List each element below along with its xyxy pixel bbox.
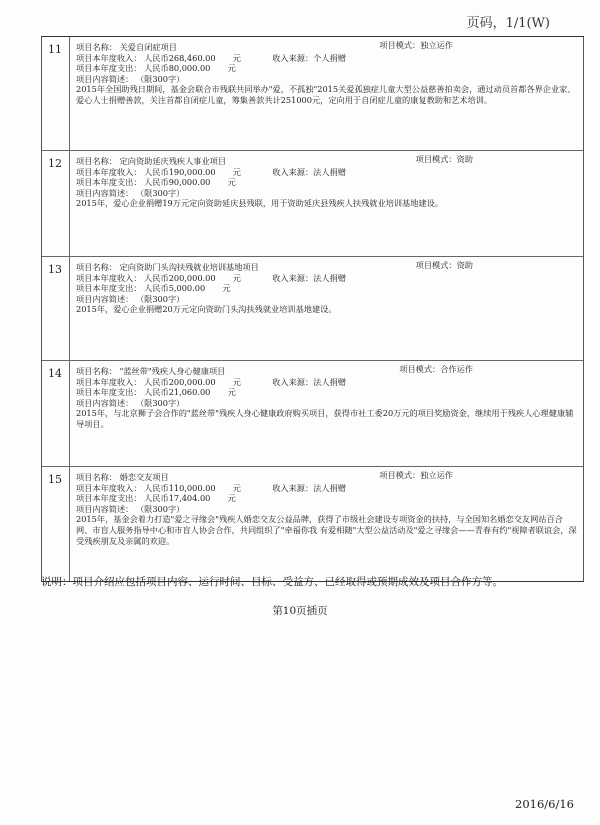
income-line — [76, 53, 577, 64]
project-name: 关爱自闭症项目 — [119, 42, 177, 52]
project-name-line — [76, 366, 577, 377]
project-name-line — [76, 156, 577, 167]
brief-line — [76, 398, 577, 409]
income-source: 收入来源：法人捐赠 — [272, 272, 346, 283]
income-line — [76, 167, 577, 178]
expense-value: 人民币90,000.00 — [144, 177, 211, 188]
income-label: 项目本年度收入： — [76, 52, 142, 63]
income-label: 项目本年度收入： — [76, 272, 142, 283]
income-value: 人民币200,000.00 — [144, 272, 216, 283]
project-name-label: 项目名称： — [76, 472, 117, 482]
income-value: 人民币200,000.00 — [144, 376, 216, 387]
income-source: 收入来源：法人捐赠 — [272, 482, 346, 493]
brief-label: 项目内容简述： — [76, 397, 134, 408]
expense-label: 项目本年度支出： — [76, 283, 142, 294]
project-description: 2015年，基金会着力打造"爱之寻缘会"残疾人婚恋交友公益品牌，获得了市级社会建设专项资金的扶持，与全国知名婚恋交友网站百合网、市盲人服务指导中心和市盲人协会合作，共同组织了"牵福你我 有爱相随"大型公益活动及"爱之寻缘会——青春有约"视障者联谊会，深受残疾朋友及亲属的欢迎。 — [76, 514, 577, 546]
project-mode: 项目模式：独立运作 — [379, 470, 453, 480]
expense-unit: 元 — [227, 493, 236, 504]
income-value: 人民币110,000.00 — [144, 482, 216, 493]
income-unit: 元 — [232, 482, 241, 493]
project-record — [42, 467, 583, 581]
brief-limit: （限300字） — [135, 187, 185, 198]
record-content — [70, 361, 583, 466]
footnote: 说明：项目介绍应包括项目内容、运行时间、目标、受益方、已经取得或预期成效及项目合作方等。 — [41, 576, 503, 588]
project-mode: 项目模式：资助 — [415, 154, 473, 164]
project-name-label: 项目名称： — [76, 156, 117, 166]
income-line — [76, 273, 577, 284]
expense-value: 人民币5,000.00 — [144, 283, 206, 294]
income-unit: 元 — [232, 376, 241, 387]
expense-label: 项目本年度支出： — [76, 177, 142, 188]
brief-line — [76, 188, 577, 199]
expense-label: 项目本年度支出： — [76, 63, 142, 74]
record-number: 12 — [42, 151, 70, 256]
expense-line — [76, 283, 577, 294]
income-source: 收入来源：个人捐赠 — [272, 52, 346, 63]
record-content — [70, 467, 583, 581]
income-source: 收入来源：法人捐赠 — [272, 376, 346, 387]
expense-value: 人民币80,000.00 — [144, 63, 211, 74]
income-label: 项目本年度收入： — [76, 482, 142, 493]
project-record — [42, 37, 583, 151]
income-line — [76, 377, 577, 388]
brief-limit: （限300字） — [135, 73, 185, 84]
income-value: 人民币268,460.00 — [144, 52, 216, 63]
expense-unit: 元 — [227, 177, 236, 188]
project-name-label: 项目名称： — [76, 42, 117, 52]
project-record — [42, 257, 583, 361]
project-name: 定向资助延庆残疾人事业项目 — [119, 156, 227, 166]
income-unit: 元 — [232, 166, 241, 177]
project-description: 2015年全国助残日期间，基金会联合市残联共同举办"爱，不孤独"2015关爱孤独症儿童大型公益慈善拍卖会，通过动员首都各界企业家、爱心人士捐赠善款，关注首都自闭症儿童，筹集善款共计251000元，定向用于自闭症儿童的康复教助和艺术培训。 — [76, 84, 576, 105]
project-name: "蓝丝带"残疾人身心健康项目 — [119, 366, 226, 376]
page-number: 页码，1/1(W) — [466, 16, 550, 31]
project-mode: 项目模式：资助 — [415, 260, 473, 270]
expense-unit: 元 — [222, 283, 231, 294]
expense-value: 人民币17,404.00 — [144, 493, 211, 504]
project-name-line — [76, 42, 577, 53]
record-content — [70, 257, 583, 360]
project-description: 2015年，爱心企业捐赠19万元定向资助延庆县残联，用于资助延庆县残疾人扶残就业培训基地建设。 — [76, 198, 443, 209]
project-name: 定向资助门头沟扶残就业培训基地项目 — [119, 262, 259, 272]
expense-label: 项目本年度支出： — [76, 493, 142, 504]
brief-limit: （限300字） — [135, 293, 185, 304]
brief-label: 项目内容简述： — [76, 503, 134, 514]
brief-line — [76, 294, 577, 305]
record-number: 13 — [42, 257, 70, 360]
income-unit: 元 — [232, 272, 241, 283]
brief-label: 项目内容简述： — [76, 187, 134, 198]
expense-unit: 元 — [227, 387, 236, 398]
income-line — [76, 483, 577, 494]
income-value: 人民币190,000.00 — [144, 166, 216, 177]
brief-limit: （限300字） — [135, 503, 185, 514]
income-unit: 元 — [232, 52, 241, 63]
insert-page-label: 第10页插页 — [272, 605, 328, 617]
expense-line — [76, 63, 577, 74]
income-source: 收入来源：法人捐赠 — [272, 166, 346, 177]
project-name-label: 项目名称： — [76, 366, 117, 376]
expense-value: 人民币21,060.00 — [144, 387, 211, 398]
record-content — [70, 37, 583, 150]
record-number: 11 — [42, 37, 70, 150]
project-name: 婚恋交友项目 — [119, 472, 169, 482]
income-label: 项目本年度收入： — [76, 376, 142, 387]
project-description: 2015年，爱心企业捐赠20万元定向资助门头沟扶残就业培训基地建设。 — [76, 304, 337, 315]
project-name-label: 项目名称： — [76, 262, 117, 272]
brief-label: 项目内容简述： — [76, 73, 134, 84]
brief-line — [76, 504, 577, 515]
brief-limit: （限300字） — [135, 397, 185, 408]
income-label: 项目本年度收入： — [76, 166, 142, 177]
project-description: 2015年，与北京狮子会合作的"蓝丝带"残疾人身心健康政府购买项目，获得市社工委20万元的项目奖励资金，继续用于残疾人心理健康辅导项目。 — [76, 408, 574, 429]
expense-line — [76, 387, 577, 398]
project-mode: 项目模式：合作运作 — [399, 364, 473, 374]
expense-label: 项目本年度支出： — [76, 387, 142, 398]
brief-label: 项目内容简述： — [76, 293, 134, 304]
record-number: 15 — [42, 467, 70, 581]
brief-line — [76, 74, 577, 85]
record-content — [70, 151, 583, 256]
project-record — [42, 151, 583, 257]
project-record — [42, 361, 583, 467]
print-date: 2016/6/16 — [515, 797, 574, 811]
project-name-line — [76, 472, 577, 483]
project-mode: 项目模式：独立运作 — [379, 40, 453, 50]
project-name-line — [76, 262, 577, 273]
expense-line — [76, 177, 577, 188]
expense-unit: 元 — [227, 63, 236, 74]
record-number: 14 — [42, 361, 70, 466]
project-table — [41, 36, 584, 582]
expense-line — [76, 493, 577, 504]
